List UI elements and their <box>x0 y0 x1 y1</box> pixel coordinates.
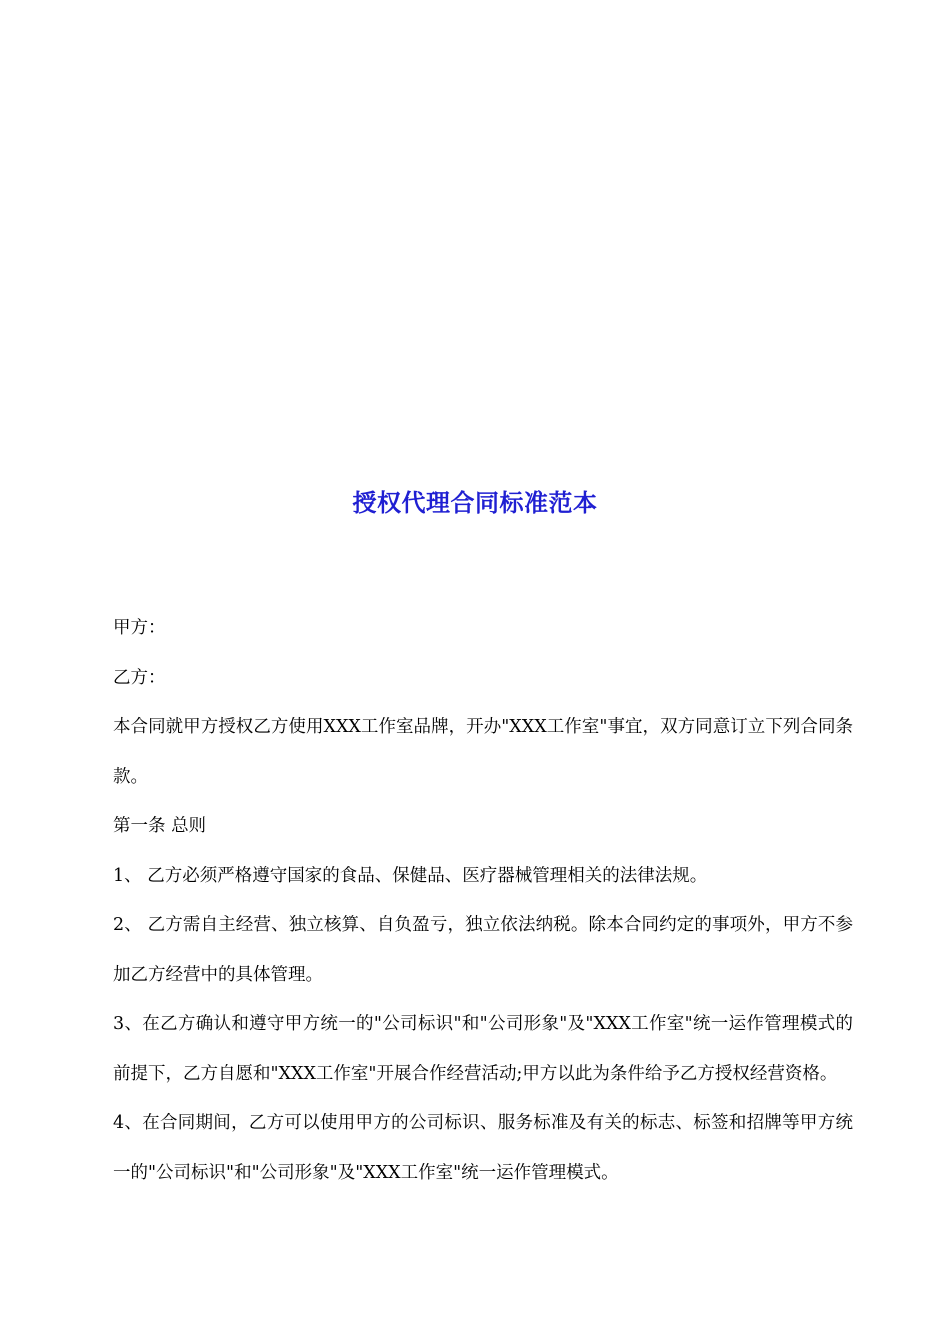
document-title: 授权代理合同标准范本 <box>352 489 598 517</box>
clause-4: 4、在合同期间，乙方可以使用甲方的公司标识、服务标准及有关的标志、标签和招牌等甲方统一的"公司标识"和"公司形象"及"XXX工作室"统一运作管理模式。 <box>113 1113 853 1183</box>
clause-2: 2、 乙方需自主经营、独立核算、自负盈亏，独立依法纳税。除本合同约定的事项外，甲方不参加乙方经营中的具体管理。 <box>113 915 853 985</box>
clause-3: 3、在乙方确认和遵守甲方统一的"公司标识"和"公司形象"及"XXX工作室"统一运作管理模式的前提下，乙方自愿和"XXX工作室"开展合作经营活动;甲方以此为条件给予乙方授权经营资格。 <box>113 1014 853 1084</box>
party-b-line: 乙方： <box>113 667 166 688</box>
clause-1: 1、 乙方必须严格遵守国家的食品、保健品、医疗器械管理相关的法律法规。 <box>113 865 708 886</box>
article-1-heading: 第一条 总则 <box>113 816 207 836</box>
document-body <box>113 604 853 1198</box>
party-a-line: 甲方： <box>113 618 166 638</box>
intro-paragraph: 本合同就甲方授权乙方使用XXX工作室品牌，开办"XXX工作室"事宜，双方同意订立下列合同条款。 <box>113 717 853 787</box>
